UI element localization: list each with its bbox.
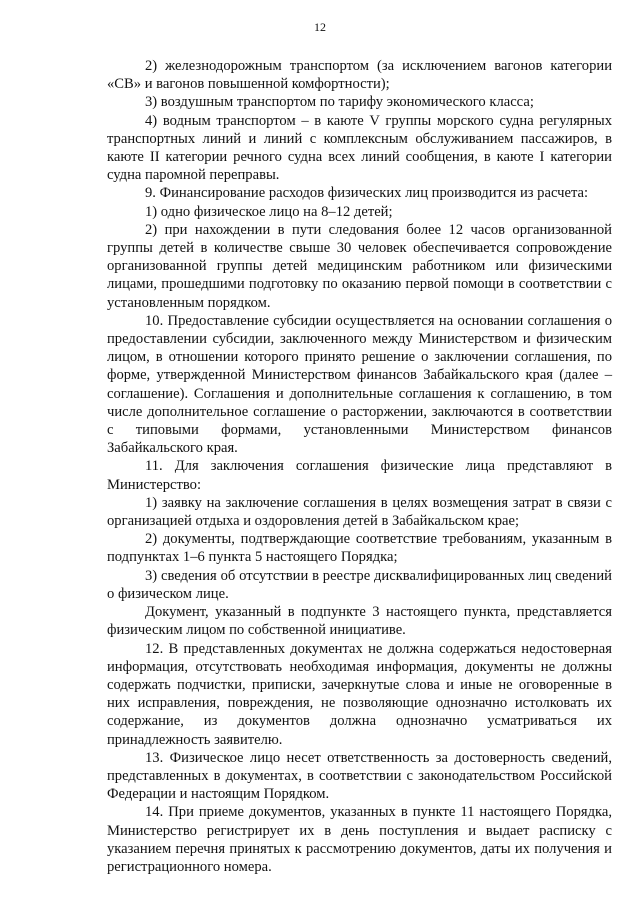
paragraph-9-financing: 9. Финансирование расходов физических лиц производится из расчета:: [145, 185, 589, 202]
paragraph-11-note: Документ, указанный в подпункте 3 настоящего пункта, представляется физическим лицом по собственной инициативе.: [107, 604, 612, 639]
paragraph-12: 12. В представленных документах не должна содержаться недостоверная информация, отсутствовать необходимая информация, документы не должны содержать подчистки, приписки, зачеркнутые слова и иные не оговоренные в них исправления, повреждения, не позволяющие однозначно истолковать их содержание, из документов должна однозначно усматриваться их принадлежность заявителю.: [107, 640, 612, 748]
paragraph-11-2: 2) документы, подтверждающие соответствие требованиям, указанным в подпунктах 1–6 пункта 5 настоящего Порядка;: [107, 531, 612, 566]
paragraph-11-3: 3) сведения об отсутствии в реестре дисквалифицированных лиц сведений о физическом лице.: [107, 567, 612, 602]
paragraph-11: 11. Для заключения соглашения физические лица представляют в Министерство:: [107, 458, 612, 493]
paragraph-3-air: 3) воздушным транспортом по тарифу экономического класса;: [145, 94, 534, 111]
page-number: 12: [314, 20, 326, 34]
paragraph-9-1: 1) одно физическое лицо на 8–12 детей;: [145, 203, 393, 220]
paragraph-13: 13. Физическое лицо несет ответственность за достоверность сведений, представленных в документах, в соответствии с законодательством Российской Федерации и настоящим Порядком.: [107, 749, 612, 803]
paragraph-2-railway: 2) железнодорожным транспортом (за исключением вагонов категории «СВ» и вагонов повышенной комфортности);: [107, 58, 612, 93]
paragraph-9-2: 2) при нахождении в пути следования более 12 часов организованной группы детей в количестве свыше 30 человек обеспечивается сопровождение организованной группы детей медицинским работником или физическими лицами, прошедшими подготовку по оказанию первой помощи в соответствии с установленным порядком.: [107, 221, 612, 311]
paragraph-4-water: 4) водным транспортом – в каюте V группы морского судна регулярных транспортных линий и линий с комплексным обслуживанием пассажиров, в каюте II категории речного судна всех линий сообщения, в каюте I категории судна паромной переправы.: [107, 112, 612, 184]
paragraph-10: 10. Предоставление субсидии осуществляется на основании соглашения о предоставлении субсидии, заключенного между Министерством и физическим лицом, в отношении которого принято решение о заключении соглашения, по форме, утвержденной Министерством финансов Забайкальского края (далее – соглашение). Соглашения и дополнительные соглашения к соглашению, в том числе дополнительное соглашение о расторжении, заключаются в соответствии с типовыми формами, установленными Министерством финансов Забайкальского края.: [107, 312, 612, 457]
paragraph-14: 14. При приеме документов, указанных в пункте 11 настоящего Порядка, Министерство регистрирует их в день поступления и выдает расписку с указанием перечня принятых к рассмотрению документов, даты их получения и регистрационного номера.: [107, 804, 612, 875]
document-body: [107, 57, 612, 876]
paragraph-11-1: 1) заявку на заключение соглашения в целях возмещения затрат в связи с организацией отдыха и оздоровления детей в Забайкальском крае;: [107, 494, 612, 530]
